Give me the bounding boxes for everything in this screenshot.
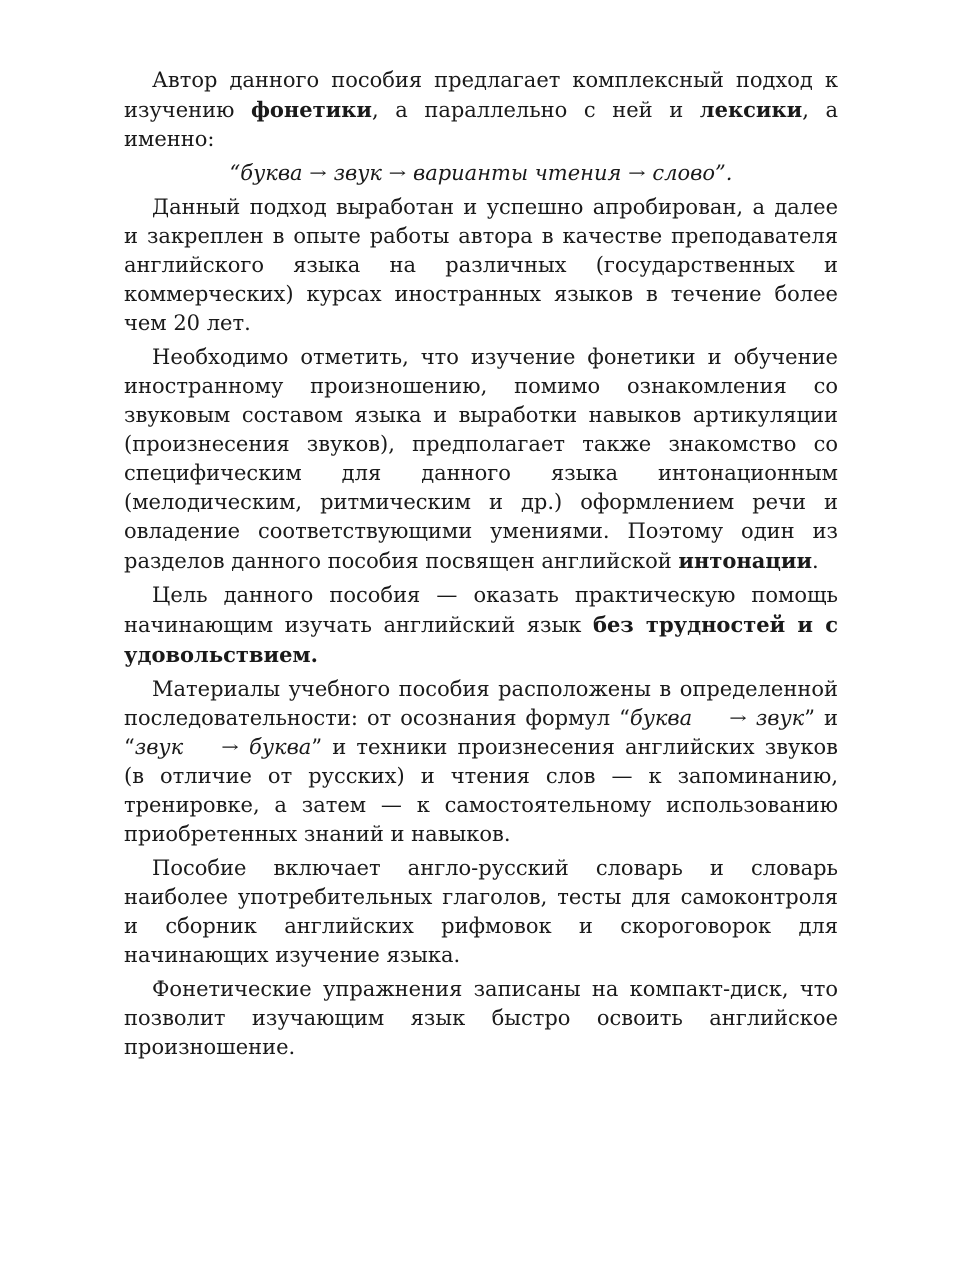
paragraph-text: Материалы учебного пособия расположены в определенной последовательности: от осознания формул “ (124, 677, 838, 730)
paragraph-intro (124, 66, 838, 154)
paragraph-audio: Фонетические упражнения записаны на компакт-диск, что позволит изучающим язык быстро освоить английское произношение. (124, 977, 838, 1059)
italic-word: буква (629, 706, 693, 730)
paragraph-intonation (124, 343, 838, 576)
formula-word: варианты чтения (412, 161, 622, 185)
formula-word: слово (652, 161, 716, 185)
quote-close: ”. (715, 161, 733, 185)
paragraph-text: . (812, 549, 819, 573)
paragraph-goal (124, 581, 838, 670)
arrow-right-icon: → (628, 164, 646, 182)
paragraph-text: Необходимо отметить, что изучение фонетики и обучение иностранному произношению, помимо ознакомления со звуковым составом языка и выработки навыков артикуляции (произнесения звуков), предполагает также знакомство со специфическим для данного языка интонационным (мелодическим, ритмическим и др.) оформлением речи и овладение соответствующими умениями. Поэтому один из разделов данного пособия посвящен английской (124, 345, 838, 573)
italic-word: звук (755, 706, 805, 730)
paragraph-text: , а параллельно с ней и (371, 98, 700, 122)
paragraph-text: ” и “ (124, 706, 838, 759)
formula-word: звук (333, 161, 382, 185)
paragraph-text: , а именно: (124, 98, 838, 151)
formula-line (124, 159, 838, 188)
page-body (124, 66, 838, 1067)
italic-word: буква (249, 735, 312, 759)
bold-term-phonetics: фонетики (250, 97, 372, 122)
formula-word: буква (240, 161, 303, 185)
paragraph-materials (124, 675, 838, 849)
arrow-right-icon: → (729, 709, 747, 727)
paragraph-text: Автор данного пособия предлагает комплексный подход к изучению (124, 68, 838, 122)
quote-open: “ (229, 161, 241, 185)
arrow-right-icon: → (388, 164, 407, 182)
paragraph-text: Цель данного пособия — оказать практическую помощь начинающим изучать английский язык (124, 583, 838, 637)
bold-term-lexicon: лексики (699, 97, 803, 122)
bold-phrase: без трудностей и с удовольствием. (124, 612, 838, 667)
arrow-right-icon: → (309, 164, 327, 182)
paragraph-contents: Пособие включает англо-русский словарь и словарь наиболее употребительных глаголов, тесты для самоконтроля и сборник английских рифмовок и скороговорок для начинающих изучение языка. (124, 856, 838, 967)
paragraph-approach: Данный подход выработан и успешно апробирован, а далее и закреплен в опыте работы автора в качестве преподавателя английского языка на различных (государственных и коммерческих) курсах иностранных языков в течение более чем 20 лет. (124, 195, 838, 335)
bold-term-intonation: интонации (678, 548, 813, 573)
paragraph-text: ” и техники произнесения английских звуков (в отличие от русских) и чтения слов — к запоминанию, тренировке, а затем — к самостоятельному использованию приобретенных знаний и навыков. (124, 735, 838, 846)
arrow-right-icon: → (221, 738, 239, 756)
italic-word: звук (134, 735, 184, 759)
